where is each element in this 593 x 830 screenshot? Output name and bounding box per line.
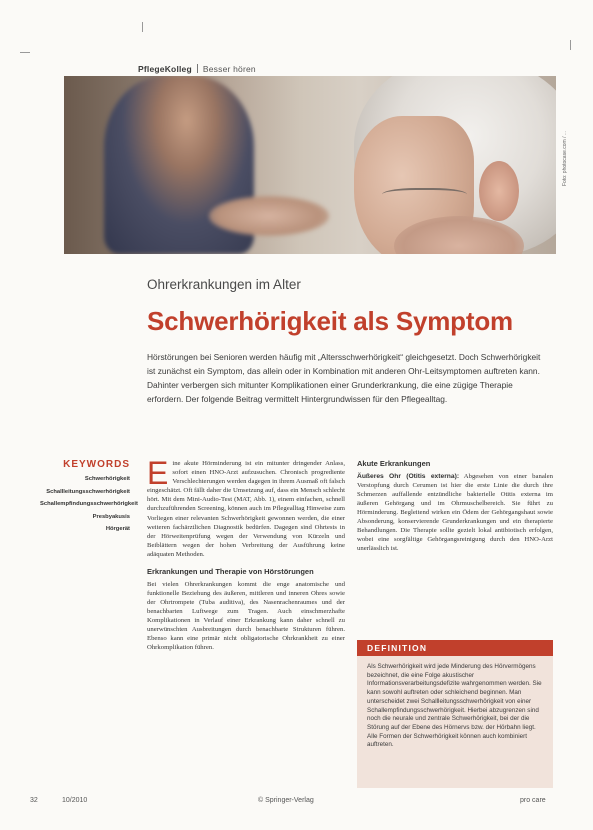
paragraph-lead: Äußeres Ohr (Otitis externa): — [357, 472, 460, 480]
keyword-item: Schallleitungsschwerhörigkeit — [46, 488, 130, 495]
article-intro: Hörstörungen bei Senioren werden häufig mit „Altersschwerhörigkeit“ gleichgesetzt. Doch Schwerhörigkeit ist zunächst ein Symptom, das allein oder in Kombination mit anderen Ohr-Leitsymptomen auftreten kann. Dahinter verbergen sich mitunter Komplikationen einer Grunderkrankung, die eine zügige Therapie erfordern. Der folgende Beitrag vermittelt Hintergrundwissen für den Pflegealltag. — [147, 352, 541, 405]
page-footer — [0, 797, 593, 809]
header-separator — [197, 64, 198, 73]
keywords-heading: KEYWORDS — [63, 459, 130, 470]
photo-ear — [479, 161, 519, 221]
body-paragraph-1-text: ine akute Hörminderung ist ein mitunter dringender Anlass, sofort einen HNO-Arzt aufzusuchen. Chronisch progrediente Verschlechterungen werden dagegen in ihrem Ausmaß oft falsch eingeschätzt. Oft fällt daher die Umsetzung auf, dass ein Mensch schlecht hört. Mit dem Mini-Audio-Test (MAT, Abb. 1), einem einfachen, schnell durchzuführenden Screening, können auch im Pflegealltag Hinweise zum Vorliegen einer relevanten Schwerhörigkeit gewonnen werden, die einer weiteren fachärztlichen Diagnostik bedürfen. Dagegen sind Ohrtests in der Hörweitenprüfung wegen der Verwendung von Kürzeln und Beiblättern wegen der hohen Verbreitung der Ausführung keine adäquaten Methoden. — [147, 460, 345, 558]
body-column-1 — [147, 455, 345, 658]
body-column-2 — [357, 459, 553, 553]
issue-number: 10/2010 — [62, 797, 88, 804]
body-paragraph-1 — [147, 455, 345, 559]
keyword-item: Schallempfindungsschwerhörigkeit — [40, 501, 138, 508]
running-header — [138, 64, 256, 74]
header-brand: PflegeKolleg — [138, 64, 192, 74]
definition-body: Als Schwerhörigkeit wird jede Minderung des Hörvermögens bezeichnet, die eine Folge akustischer Informationsverarbeitungsdefizite wahrgenommen werden. Sie kann sowohl auftreten oder schleichend beginnen. Man unterscheidet zwei Schallleitungsschwerhörigkeit von einer Schallempfindungsschwerhörigkeit. Hierbei abzugrenzen sind noch die neurale und zentrale Schwerhörigkeit, bei der die Störung auf der Ebene des Hörnervs bzw. der Hörbahn liegt. Alle Formen der Schwerhörigkeit können auch kombiniert auftreten. — [367, 663, 542, 749]
article-kicker: Ohrerkrankungen im Alter — [147, 277, 301, 292]
crop-mark-right — [570, 40, 571, 50]
crop-mark-left — [20, 52, 30, 53]
header-section: Besser hören — [202, 64, 256, 74]
page-number: 32 — [30, 797, 38, 804]
definition-box — [357, 640, 553, 788]
definition-heading: DEFINITION — [357, 640, 553, 656]
drop-cap: E — [147, 455, 169, 491]
crop-mark-top — [142, 22, 143, 32]
body-paragraph-3-text: Abgesehen von einer banalen Verstopfung durch Cerumen ist hier die erste Linie die durch ihre Schmerzen auffallende entzündliche bakterielle Otitis externa im äußeren Gehörgang und im Ohrmuschelbereich. Sie führt zu Hörminderung. Begleitend wirken ein Ödem der Gehörgangshaut sowie Absonderung, konservierende Grunderkrankungen und ein therapierte Behandlungen. Die Therapie sollte gezielt lokal antibiotisch erfolgen, wobei eine sorgfältige Gehörgangsreinigung durch den HNO-Arzt unerlässlich ist. — [357, 472, 553, 553]
keywords-sidebar — [40, 459, 138, 538]
section-heading-acute: Akute Erkrankungen — [357, 459, 431, 468]
keyword-item: Schwerhörigkeit — [84, 476, 130, 482]
magazine-name: pro care — [520, 797, 546, 804]
keyword-item: Presbyakusis — [92, 513, 130, 520]
photo-hands — [209, 196, 329, 236]
keyword-item: Hörgerät — [105, 526, 130, 533]
body-paragraph-3 — [357, 472, 553, 554]
hero-photo — [64, 76, 556, 254]
section-heading-therapy: Erkrankungen und Therapie von Hörstörungen — [147, 567, 314, 577]
article-title: Schwerhörigkeit als Symptom — [147, 306, 513, 336]
photo-glasses — [382, 188, 467, 204]
publisher-line: © Springer-Verlag — [258, 797, 314, 804]
body-paragraph-2: Bei vielen Ohrerkrankungen kommt die enge anatomische und funktionelle Beziehung des äußeren, mittleren und inneren Ohres sowie der Ohrtrompete (Tuba auditiva), des Nasenrachenraumes und der benachbarten Luftwege zum Tragen. Auch einschmerzhafte Komplikationen in Verlauf einer Erkrankung kann daher schnell zu unerwünschten Ausbreitungen durch benachbarte Strukturen führen. Ebenso kann eine primär nicht obligatorische Ohrkrankheit zu einer Ohrkomplikation führen. — [147, 580, 345, 652]
photo-credit: Foto: photocase.com / ... — [562, 130, 568, 186]
